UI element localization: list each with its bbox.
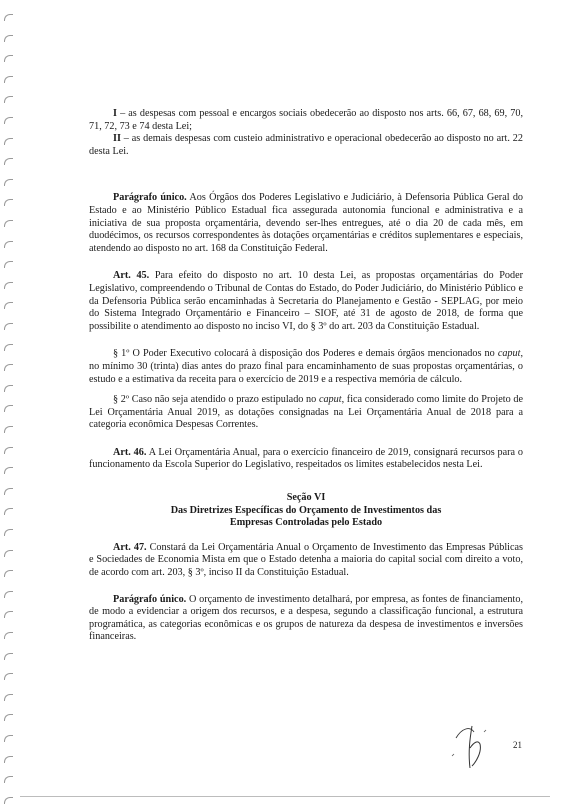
paragrafo-unico-2-label: Parágrafo único. bbox=[113, 593, 187, 605]
binding-hole-mark bbox=[4, 14, 13, 21]
binding-hole-mark bbox=[4, 241, 13, 248]
binding-hole-mark bbox=[4, 220, 13, 227]
paragraph-2-label: § 2º bbox=[113, 394, 130, 406]
binding-hole-mark bbox=[4, 35, 13, 42]
item-ii-text: – as demais despesas com custeio administrativo e operacional obedecerão ao disposto no art. 22 desta Lei. bbox=[89, 133, 523, 157]
section-heading bbox=[89, 492, 523, 530]
binding-hole-mark bbox=[4, 653, 13, 660]
paragrafo-unico-1 bbox=[89, 192, 523, 255]
binding-hole-mark bbox=[4, 756, 13, 763]
binding-hole-mark bbox=[4, 55, 13, 62]
binding-hole-mark bbox=[4, 76, 13, 83]
article-47 bbox=[89, 542, 523, 580]
binding-hole-mark bbox=[4, 735, 13, 742]
binding-hole-mark bbox=[4, 96, 13, 103]
item-i-text: – as despesas com pessoal e encargos sociais obedecerão ao disposto nos arts. 66, 67, 68, 69, 70, 71, 72, 73 e 74 desta Lei; bbox=[89, 108, 523, 132]
binding-hole-mark bbox=[4, 199, 13, 206]
binding-hole-mark bbox=[4, 302, 13, 309]
binding-hole-mark bbox=[4, 138, 13, 145]
paragrafo-unico-2 bbox=[89, 594, 523, 644]
section-title-line-1: Das Diretrizes Específicas do Orçamento de Investimentos das bbox=[170, 504, 442, 516]
section-number: Seção VI bbox=[286, 492, 326, 504]
article-45-text: Para efeito do disposto no art. 10 desta Lei, as propostas orçamentárias do Poder Legislativo, compreendendo o Tribunal de Contas do Estado, do Poder Judiciário, do Ministério Público e da Defensoria Pública serão encaminhadas à Secretaria do Planejamento e Gestão - SEPLAG, por meio do Sistema Integrado Orçamentário e Financeiro – SIOF, até 31 de agosto de 2018, de forma que possibilite o atendimento ao disposto no inciso VI, do § 3º do art. 203 da Constituição Estadual. bbox=[89, 270, 523, 332]
paragraph-1-caput: caput bbox=[497, 348, 521, 360]
article-46-label: Art. 46. bbox=[113, 446, 147, 458]
binding-hole-mark bbox=[4, 591, 13, 598]
paragraph-2-text-a: Caso não seja atendido o prazo estipulado no bbox=[129, 394, 319, 406]
paragraph-1-text-b: , no mínimo 30 (trinta) dias antes do prazo final para encaminhamento de suas propostas orçamentárias, o estudo e a estimativa da receita para o exercício de 2019 e a respectiva memória de cálculo. bbox=[89, 348, 523, 385]
paragrafo-unico-2-text: O orçamento de investimento detalhará, por empresa, as fontes de financiamento, de modo a evidenciar a origem dos recursos, e a despesa, segundo a classificação funcional, a estrutura programática, as categorias econômicas e os grupos de natureza da despesa de investimentos e inversões financeiras. bbox=[89, 593, 523, 643]
binding-hole-mark bbox=[4, 673, 13, 680]
binding-hole-mark bbox=[4, 550, 13, 557]
paragraph-1 bbox=[89, 348, 523, 386]
binding-hole-mark bbox=[4, 776, 13, 783]
binding-hole-mark bbox=[4, 570, 13, 577]
binding-hole-mark bbox=[4, 385, 13, 392]
article-47-text: Constará da Lei Orçamentária Anual o Orçamento de Investimento das Empresas Públicas e Sociedades de Economia Mista em que o Estado detenha a maioria do capital social com direito a voto, de acordo com art. 203, § 3º, inciso II da Constituição Estadual. bbox=[89, 541, 523, 579]
binding-hole-mark bbox=[4, 364, 13, 371]
binding-hole-mark bbox=[4, 694, 13, 701]
binding-hole-mark bbox=[4, 529, 13, 536]
page-number: 21 bbox=[513, 740, 522, 750]
binding-hole-mark bbox=[4, 797, 13, 804]
binding-hole-mark bbox=[4, 344, 13, 351]
article-47-label: Art. 47. bbox=[113, 541, 147, 553]
binding-hole-mark bbox=[4, 714, 13, 721]
handwritten-initials-signature bbox=[448, 718, 496, 774]
paragrafo-unico-1-label: Parágrafo único. bbox=[113, 192, 187, 204]
article-46-text: A Lei Orçamentária Anual, para o exercício financeiro de 2019, consignará recursos para o funcionamento da Escola Superior do Legislativo, respeitados os limites estabelecidos nesta Lei. bbox=[89, 446, 524, 471]
bottom-rule bbox=[20, 796, 550, 797]
item-i-label: I bbox=[113, 108, 117, 119]
binding-hole-mark bbox=[4, 611, 13, 618]
paragraph-1-text-a: O Poder Executivo colocará à disposição dos Poderes e demais órgãos mencionados no bbox=[129, 348, 498, 360]
binding-hole-mark bbox=[4, 405, 13, 412]
binding-hole-mark bbox=[4, 426, 13, 433]
binding-hole-mark bbox=[4, 632, 13, 639]
binding-hole-mark bbox=[4, 261, 13, 268]
item-ii-label: II bbox=[113, 133, 121, 145]
binding-hole-mark bbox=[4, 323, 13, 330]
binding-hole-mark bbox=[4, 447, 13, 454]
binding-hole-marks bbox=[2, 0, 16, 807]
item-ii bbox=[89, 133, 523, 158]
binding-hole-mark bbox=[4, 488, 13, 495]
paragraph-1-label: § 1º bbox=[113, 348, 130, 360]
binding-hole-mark bbox=[4, 508, 13, 515]
section-title-line-2: Empresas Controladas pelo Estado bbox=[229, 517, 383, 529]
binding-hole-mark bbox=[4, 179, 13, 186]
document-page bbox=[89, 108, 523, 654]
paragraph-2-caput: caput bbox=[318, 394, 342, 406]
paragraph-2-text-b: , fica considerado como limite do Projeto de Lei Orçamentária Anual 2019, as dotações consignadas na Lei Orçamentária Anual de 2018 para a categoria econômica Despesas Correntes. bbox=[89, 394, 523, 431]
article-45 bbox=[89, 270, 523, 333]
article-45-label: Art. 45. bbox=[113, 270, 150, 282]
binding-hole-mark bbox=[4, 117, 13, 124]
item-i bbox=[89, 108, 523, 133]
binding-hole-mark bbox=[4, 282, 13, 289]
article-46 bbox=[89, 447, 523, 472]
binding-hole-mark bbox=[4, 467, 13, 474]
paragraph-2 bbox=[89, 394, 523, 432]
paragrafo-unico-1-text: Aos Órgãos dos Poderes Legislativo e Judiciário, à Defensoria Pública Geral do Estado e ao Ministério Público Estadual fica assegurada autonomia funcional e administrativa e a iniciativa de sua proposta orçamentária, devendo ser-lhes entregues, até o dia 20 de cada mês, em duodécimos, os recursos correspondentes às dotações orçamentárias e créditos suplementares e especiais, atendendo ao disposto no art. 168 da Constituição Federal. bbox=[89, 192, 524, 254]
binding-hole-mark bbox=[4, 158, 13, 165]
